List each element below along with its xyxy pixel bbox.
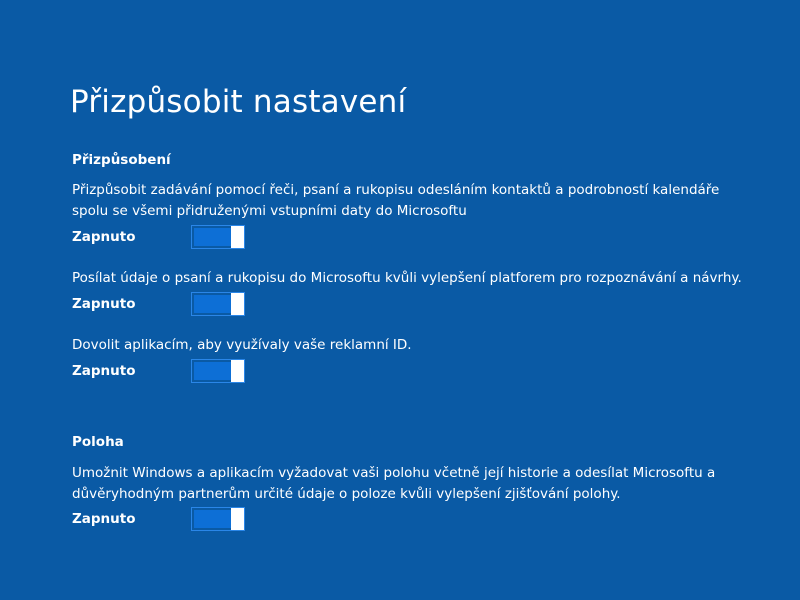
setting-description-handwriting: Posílat údaje o psaní a rukopisu do Microsoftu kvůli vylepšení platforem pro rozpoznávání a návrhy. xyxy=(72,270,742,286)
toggle-state-label: Zapnuto xyxy=(72,296,136,312)
setting-toggle-row-location xyxy=(72,508,252,530)
toggle-thumb xyxy=(231,293,244,315)
setting-toggle-row-speech-input xyxy=(72,226,252,248)
section-heading-personalization: Přizpůsobení xyxy=(72,152,171,168)
setting-description-location: Umožnit Windows a aplikacím vyžadovat vaši polohu včetně její historie a odesílat Microsoftu a důvěryhodným partnerům určité údaje o poloze kvůli vylepšení zjišťování polohy. xyxy=(72,465,716,502)
page-title: Přizpůsobit nastavení xyxy=(70,84,407,120)
setting-description-advertising-id: Dovolit aplikacím, aby využívaly vaše reklamní ID. xyxy=(72,337,412,353)
setting-description-speech-input: Přizpůsobit zadávání pomocí řeči, psaní a rukopisu odesláním kontaktů a podrobností kalendáře spolu se všemi přidruženými vstupními daty do Microsoftu xyxy=(72,182,720,219)
setting-toggle-row-advertising-id xyxy=(72,360,252,382)
toggle-thumb xyxy=(231,508,244,530)
setting-toggle-row-handwriting xyxy=(72,293,252,315)
advertising-id-toggle[interactable] xyxy=(192,360,244,382)
toggle-state-label: Zapnuto xyxy=(72,363,136,379)
section-heading-location: Poloha xyxy=(72,434,124,450)
toggle-thumb xyxy=(231,360,244,382)
toggle-state-label: Zapnuto xyxy=(72,511,136,527)
toggle-state-label: Zapnuto xyxy=(72,229,136,245)
toggle-thumb xyxy=(231,226,244,248)
handwriting-data-toggle[interactable] xyxy=(192,293,244,315)
speech-input-toggle[interactable] xyxy=(192,226,244,248)
location-toggle[interactable] xyxy=(192,508,244,530)
